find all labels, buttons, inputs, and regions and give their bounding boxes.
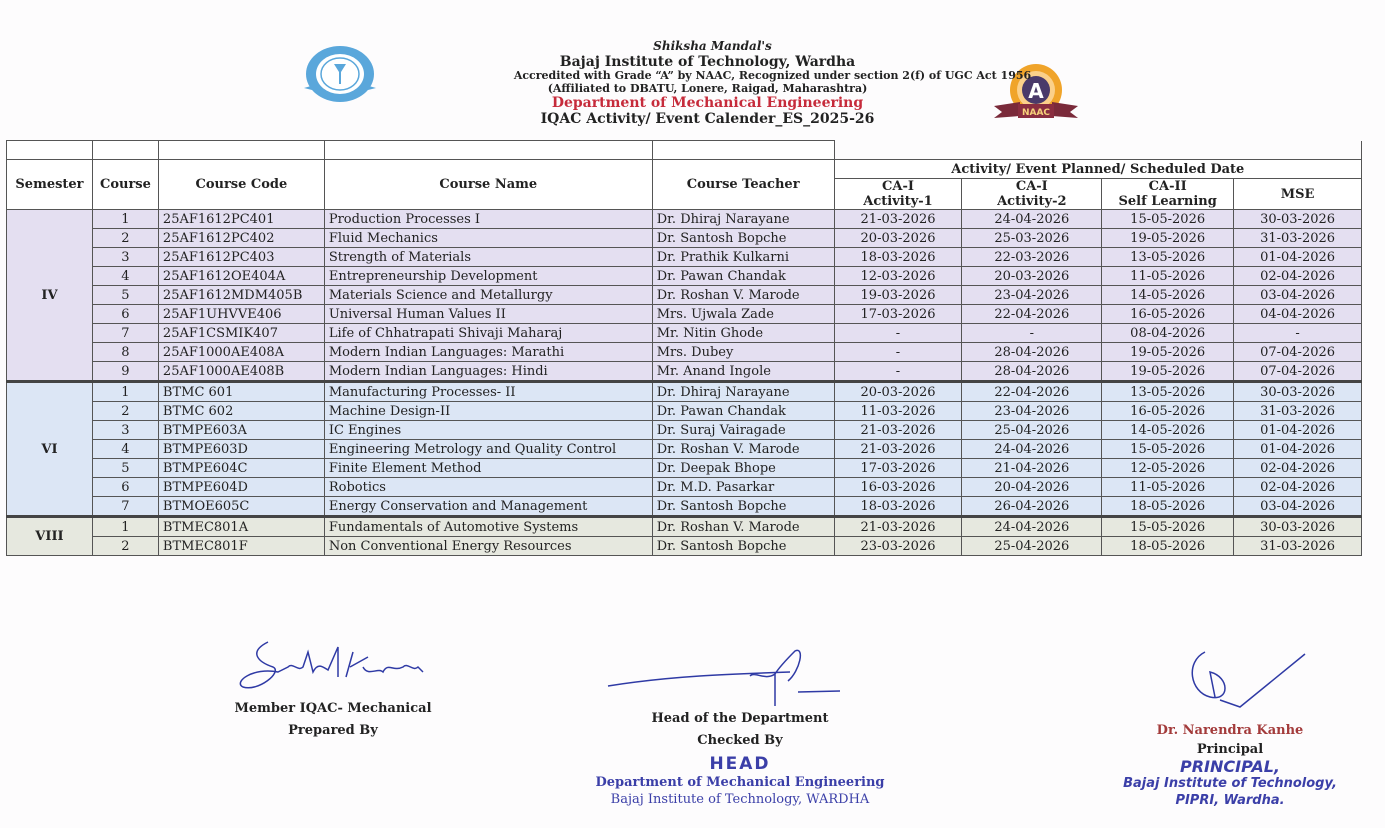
course-number-cell: 4 bbox=[92, 267, 158, 286]
course-code-cell: BTMPE604C bbox=[158, 459, 324, 478]
ca1-activity1-date-cell: 21-03-2026 bbox=[834, 440, 962, 459]
course-teacher-cell: Dr. Santosh Bopche bbox=[652, 497, 834, 517]
ca1-activity1-date-cell: 11-03-2026 bbox=[834, 402, 962, 421]
document-header bbox=[0, 40, 1385, 127]
ca1-activity2-date-cell: 25-04-2026 bbox=[962, 537, 1102, 556]
principal-name: Dr. Narendra Kanhe bbox=[1156, 723, 1304, 738]
course-code-cell: 25AF1612MDM405B bbox=[158, 286, 324, 305]
ca1-activity2-date-cell: 23-04-2026 bbox=[962, 286, 1102, 305]
course-teacher-cell: Mr. Anand Ingole bbox=[652, 362, 834, 382]
hod-stamp-line2: Bajaj Institute of Technology, WARDHA bbox=[610, 792, 870, 808]
course-teacher-cell: Dr. Deepak Bhope bbox=[652, 459, 834, 478]
course-name-cell: Universal Human Values II bbox=[324, 305, 652, 324]
principal-role: Principal bbox=[1196, 742, 1264, 758]
ca1-activity2-date-cell: 24-04-2026 bbox=[962, 517, 1102, 537]
course-teacher-cell: Dr. Dhiraj Narayane bbox=[652, 382, 834, 402]
semester-cell: VI bbox=[7, 382, 93, 517]
course-teacher-cell: Dr. Dhiraj Narayane bbox=[652, 210, 834, 229]
prepared-by-block bbox=[228, 632, 438, 742]
principal-stamp-title: PRINCIPAL, bbox=[1180, 756, 1280, 776]
principal-block bbox=[1080, 642, 1380, 810]
ca2-self-learning-date-cell: 16-05-2026 bbox=[1102, 305, 1234, 324]
course-number-cell: 4 bbox=[92, 440, 158, 459]
header-blank bbox=[7, 141, 93, 160]
signature-principal bbox=[1080, 642, 1380, 716]
course-code-cell: 25AF1UHVVE406 bbox=[158, 305, 324, 324]
course-number-cell: 1 bbox=[92, 517, 158, 537]
header-ca1-activity2 bbox=[962, 179, 1102, 210]
header-activity2-label: Activity-2 bbox=[997, 194, 1067, 209]
header-blank bbox=[834, 141, 1361, 160]
course-number-cell: 6 bbox=[92, 305, 158, 324]
course-number-cell: 8 bbox=[92, 343, 158, 362]
hod-stamp-title: HEAD bbox=[709, 754, 771, 775]
course-code-cell: 25AF1612PC402 bbox=[158, 229, 324, 248]
ca1-activity2-date-cell: 28-04-2026 bbox=[962, 343, 1102, 362]
ca1-activity1-date-cell: 17-03-2026 bbox=[834, 459, 962, 478]
mse-date-cell: 30-03-2026 bbox=[1234, 382, 1362, 402]
course-number-cell: 6 bbox=[92, 478, 158, 497]
course-teacher-cell: Dr. Suraj Vairagade bbox=[652, 421, 834, 440]
ca2-self-learning-date-cell: 19-05-2026 bbox=[1102, 362, 1234, 382]
mse-date-cell: 30-03-2026 bbox=[1234, 517, 1362, 537]
ca1-activity1-date-cell: 17-03-2026 bbox=[834, 305, 962, 324]
header-ca1-activity1 bbox=[834, 179, 962, 210]
signature-hod bbox=[570, 646, 910, 706]
course-code-cell: 25AF1000AE408A bbox=[158, 343, 324, 362]
ca1-activity1-date-cell: 16-03-2026 bbox=[834, 478, 962, 497]
ca2-self-learning-date-cell: 11-05-2026 bbox=[1102, 478, 1234, 497]
table-row bbox=[7, 497, 1362, 517]
header-ca1-label: CA-I bbox=[882, 179, 914, 194]
table-row bbox=[7, 229, 1362, 248]
course-number-cell: 1 bbox=[92, 382, 158, 402]
ca1-activity2-date-cell: 21-04-2026 bbox=[962, 459, 1102, 478]
header-course-name: Course Name bbox=[324, 160, 652, 210]
accreditation-line: Accredited with Grade “A” by NAAC, Recognized under section 2(f) of UGC Act 1956 bbox=[513, 68, 1032, 82]
mse-date-cell: 31-03-2026 bbox=[1234, 402, 1362, 421]
course-teacher-cell: Dr. M.D. Pasarkar bbox=[652, 478, 834, 497]
course-code-cell: BTMPE603A bbox=[158, 421, 324, 440]
course-code-cell: 25AF1612OE404A bbox=[158, 267, 324, 286]
course-number-cell: 5 bbox=[92, 459, 158, 478]
header-activity-group: Activity/ Event Planned/ Scheduled Date bbox=[834, 160, 1361, 179]
mse-date-cell: 31-03-2026 bbox=[1234, 229, 1362, 248]
naac-label: NAAC bbox=[1021, 108, 1051, 118]
header-mse: MSE bbox=[1234, 179, 1362, 210]
ca2-self-learning-date-cell: 15-05-2026 bbox=[1102, 210, 1234, 229]
ca1-activity2-date-cell: 26-04-2026 bbox=[962, 497, 1102, 517]
course-number-cell: 9 bbox=[92, 362, 158, 382]
principal-stamp-line2: PIPRI, Wardha. bbox=[1175, 793, 1285, 809]
table-row bbox=[7, 382, 1362, 402]
table-row bbox=[7, 421, 1362, 440]
course-teacher-cell: Dr. Santosh Bopche bbox=[652, 537, 834, 556]
header-blank bbox=[324, 141, 652, 160]
table-row bbox=[7, 267, 1362, 286]
table-row bbox=[7, 362, 1362, 382]
course-number-cell: 2 bbox=[92, 537, 158, 556]
ca2-self-learning-date-cell: 13-05-2026 bbox=[1102, 382, 1234, 402]
course-name-cell: Manufacturing Processes- II bbox=[324, 382, 652, 402]
ca1-activity1-date-cell: 18-03-2026 bbox=[834, 497, 962, 517]
ca1-activity2-date-cell: 20-03-2026 bbox=[962, 267, 1102, 286]
ca1-activity1-date-cell: - bbox=[834, 324, 962, 343]
ca1-activity2-date-cell: 25-03-2026 bbox=[962, 229, 1102, 248]
header-blank bbox=[652, 141, 834, 160]
course-number-cell: 2 bbox=[92, 229, 158, 248]
ca1-activity2-date-cell: 25-04-2026 bbox=[962, 421, 1102, 440]
ca2-self-learning-date-cell: 18-05-2026 bbox=[1102, 497, 1234, 517]
course-code-cell: BTMC 602 bbox=[158, 402, 324, 421]
table-row bbox=[7, 478, 1362, 497]
mse-date-cell: 01-04-2026 bbox=[1234, 440, 1362, 459]
ca2-self-learning-date-cell: 15-05-2026 bbox=[1102, 440, 1234, 459]
course-name-cell: Robotics bbox=[324, 478, 652, 497]
calendar-body bbox=[7, 210, 1362, 556]
mse-date-cell: 03-04-2026 bbox=[1234, 497, 1362, 517]
course-number-cell: 2 bbox=[92, 402, 158, 421]
principal-stamp-line1: Bajaj Institute of Technology, bbox=[1123, 776, 1337, 792]
course-name-cell: Production Processes I bbox=[324, 210, 652, 229]
header-blank bbox=[92, 141, 158, 160]
table-row bbox=[7, 210, 1362, 229]
ca1-activity1-date-cell: 21-03-2026 bbox=[834, 517, 962, 537]
course-teacher-cell: Mrs. Ujwala Zade bbox=[652, 305, 834, 324]
course-teacher-cell: Dr. Roshan V. Marode bbox=[652, 517, 834, 537]
header-ca1-label: CA-I bbox=[1015, 179, 1048, 194]
course-teacher-cell: Dr. Santosh Bopche bbox=[652, 229, 834, 248]
course-number-cell: 3 bbox=[92, 421, 158, 440]
table-row bbox=[7, 459, 1362, 478]
ca2-self-learning-date-cell: 19-05-2026 bbox=[1102, 229, 1234, 248]
course-name-cell: Materials Science and Metallurgy bbox=[324, 286, 652, 305]
mse-date-cell: 04-04-2026 bbox=[1234, 305, 1362, 324]
course-code-cell: BTMOE605C bbox=[158, 497, 324, 517]
ca1-activity2-date-cell: 22-03-2026 bbox=[962, 248, 1102, 267]
course-number-cell: 5 bbox=[92, 286, 158, 305]
header-course-code: Course Code bbox=[158, 160, 324, 210]
table-row bbox=[7, 324, 1362, 343]
header-ca2-label: CA-II bbox=[1148, 179, 1187, 194]
calendar-table bbox=[6, 140, 1362, 556]
course-teacher-cell: Dr. Roshan V. Marode bbox=[652, 286, 834, 305]
ca1-activity1-date-cell: 18-03-2026 bbox=[834, 248, 962, 267]
semester-cell: IV bbox=[7, 210, 93, 382]
society-name: Shiksha Mandal's bbox=[653, 39, 772, 53]
ca1-activity2-date-cell: 23-04-2026 bbox=[962, 402, 1102, 421]
course-name-cell: Finite Element Method bbox=[324, 459, 652, 478]
table-row bbox=[7, 402, 1362, 421]
course-number-cell: 1 bbox=[92, 210, 158, 229]
mse-date-cell: 07-04-2026 bbox=[1234, 362, 1362, 382]
course-number-cell: 3 bbox=[92, 248, 158, 267]
course-code-cell: BTMC 601 bbox=[158, 382, 324, 402]
ca2-self-learning-date-cell: 13-05-2026 bbox=[1102, 248, 1234, 267]
ca2-self-learning-date-cell: 16-05-2026 bbox=[1102, 402, 1234, 421]
mse-date-cell: 01-04-2026 bbox=[1234, 421, 1362, 440]
checked-by-block bbox=[570, 646, 910, 809]
mse-date-cell: 07-04-2026 bbox=[1234, 343, 1362, 362]
ca1-activity1-date-cell: 21-03-2026 bbox=[834, 421, 962, 440]
table-row bbox=[7, 248, 1362, 267]
semester-cell: VIII bbox=[7, 517, 93, 556]
institute-name: Bajaj Institute of Technology, Wardha bbox=[559, 53, 856, 70]
course-name-cell: Life of Chhatrapati Shivaji Maharaj bbox=[324, 324, 652, 343]
header-blank bbox=[158, 141, 324, 160]
course-code-cell: 25AF1000AE408B bbox=[158, 362, 324, 382]
course-name-cell: Modern Indian Languages: Hindi bbox=[324, 362, 652, 382]
table-row bbox=[7, 440, 1362, 459]
header-activity1-label: Activity-1 bbox=[863, 194, 933, 209]
signature-santosh bbox=[228, 632, 438, 702]
checked-role: Head of the Department bbox=[651, 711, 829, 726]
ca1-activity2-date-cell: - bbox=[962, 324, 1102, 343]
course-name-cell: Engineering Metrology and Quality Control bbox=[324, 440, 652, 459]
table-row bbox=[7, 305, 1362, 324]
mse-date-cell: 02-04-2026 bbox=[1234, 267, 1362, 286]
header-course-teacher: Course Teacher bbox=[652, 160, 834, 210]
course-teacher-cell: Dr. Pawan Chandak bbox=[652, 267, 834, 286]
mse-date-cell: 01-04-2026 bbox=[1234, 248, 1362, 267]
table-row bbox=[7, 537, 1362, 556]
course-name-cell: Energy Conservation and Management bbox=[324, 497, 652, 517]
ca1-activity1-date-cell: - bbox=[834, 362, 962, 382]
prepared-label: Prepared By bbox=[288, 723, 378, 739]
ca2-self-learning-date-cell: 14-05-2026 bbox=[1102, 421, 1234, 440]
ca1-activity2-date-cell: 22-04-2026 bbox=[962, 305, 1102, 324]
course-code-cell: 25AF1612PC401 bbox=[158, 210, 324, 229]
course-teacher-cell: Dr. Roshan V. Marode bbox=[652, 440, 834, 459]
mse-date-cell: 30-03-2026 bbox=[1234, 210, 1362, 229]
mse-date-cell: 31-03-2026 bbox=[1234, 537, 1362, 556]
prepared-role: Member IQAC- Mechanical bbox=[234, 701, 432, 716]
course-code-cell: 25AF1612PC403 bbox=[158, 248, 324, 267]
ca1-activity1-date-cell: 23-03-2026 bbox=[834, 537, 962, 556]
ca1-activity1-date-cell: 12-03-2026 bbox=[834, 267, 962, 286]
course-teacher-cell: Mrs. Dubey bbox=[652, 343, 834, 362]
course-teacher-cell: Dr. Prathik Kulkarni bbox=[652, 248, 834, 267]
header-self-learning-label: Self Learning bbox=[1118, 194, 1217, 209]
naac-grade: A bbox=[1028, 79, 1044, 103]
course-name-cell: Fundamentals of Automotive Systems bbox=[324, 517, 652, 537]
mse-date-cell: 03-04-2026 bbox=[1234, 286, 1362, 305]
mse-date-cell: 02-04-2026 bbox=[1234, 459, 1362, 478]
course-name-cell: Non Conventional Energy Resources bbox=[324, 537, 652, 556]
ca1-activity2-date-cell: 28-04-2026 bbox=[962, 362, 1102, 382]
ca1-activity2-date-cell: 24-04-2026 bbox=[962, 440, 1102, 459]
ca2-self-learning-date-cell: 19-05-2026 bbox=[1102, 343, 1234, 362]
course-code-cell: BTMPE603D bbox=[158, 440, 324, 459]
ca1-activity2-date-cell: 20-04-2026 bbox=[962, 478, 1102, 497]
ca2-self-learning-date-cell: 12-05-2026 bbox=[1102, 459, 1234, 478]
ca1-activity1-date-cell: - bbox=[834, 343, 962, 362]
document-title: IQAC Activity/ Event Calender_ES_2025-26 bbox=[540, 111, 875, 128]
course-number-cell: 7 bbox=[92, 497, 158, 517]
ca1-activity1-date-cell: 20-03-2026 bbox=[834, 229, 962, 248]
ca2-self-learning-date-cell: 08-04-2026 bbox=[1102, 324, 1234, 343]
ca1-activity2-date-cell: 22-04-2026 bbox=[962, 382, 1102, 402]
affiliation-line: (Affiliated to DBATU, Lonere, Raigad, Maharashtra) bbox=[547, 81, 868, 95]
ca2-self-learning-date-cell: 14-05-2026 bbox=[1102, 286, 1234, 305]
course-name-cell: Entrepreneurship Development bbox=[324, 267, 652, 286]
ca1-activity1-date-cell: 21-03-2026 bbox=[834, 210, 962, 229]
table-row bbox=[7, 343, 1362, 362]
hod-stamp-line1: Department of Mechanical Engineering bbox=[595, 775, 885, 791]
course-code-cell: BTMEC801F bbox=[158, 537, 324, 556]
department-name: Department of Mechanical Engineering bbox=[551, 95, 864, 112]
mse-date-cell: - bbox=[1234, 324, 1362, 343]
ca2-self-learning-date-cell: 15-05-2026 bbox=[1102, 517, 1234, 537]
course-code-cell: BTMEC801A bbox=[158, 517, 324, 537]
course-name-cell: Strength of Materials bbox=[324, 248, 652, 267]
table-row bbox=[7, 517, 1362, 537]
course-code-cell: BTMPE604D bbox=[158, 478, 324, 497]
course-name-cell: IC Engines bbox=[324, 421, 652, 440]
course-code-cell: 25AF1CSMIK407 bbox=[158, 324, 324, 343]
ca2-self-learning-date-cell: 18-05-2026 bbox=[1102, 537, 1234, 556]
mse-date-cell: 02-04-2026 bbox=[1234, 478, 1362, 497]
course-teacher-cell: Dr. Pawan Chandak bbox=[652, 402, 834, 421]
course-number-cell: 7 bbox=[92, 324, 158, 343]
ca2-self-learning-date-cell: 11-05-2026 bbox=[1102, 267, 1234, 286]
course-name-cell: Machine Design-II bbox=[324, 402, 652, 421]
ca1-activity2-date-cell: 24-04-2026 bbox=[962, 210, 1102, 229]
header-ca2-self-learning bbox=[1102, 179, 1234, 210]
ca1-activity1-date-cell: 20-03-2026 bbox=[834, 382, 962, 402]
ca1-activity1-date-cell: 19-03-2026 bbox=[834, 286, 962, 305]
header-semester: Semester bbox=[7, 160, 93, 210]
table-row bbox=[7, 286, 1362, 305]
course-teacher-cell: Mr. Nitin Ghode bbox=[652, 324, 834, 343]
calendar-table-wrapper bbox=[6, 140, 1362, 556]
course-name-cell: Modern Indian Languages: Marathi bbox=[324, 343, 652, 362]
header-course: Course bbox=[92, 160, 158, 210]
checked-label: Checked By bbox=[697, 733, 783, 749]
course-name-cell: Fluid Mechanics bbox=[324, 229, 652, 248]
